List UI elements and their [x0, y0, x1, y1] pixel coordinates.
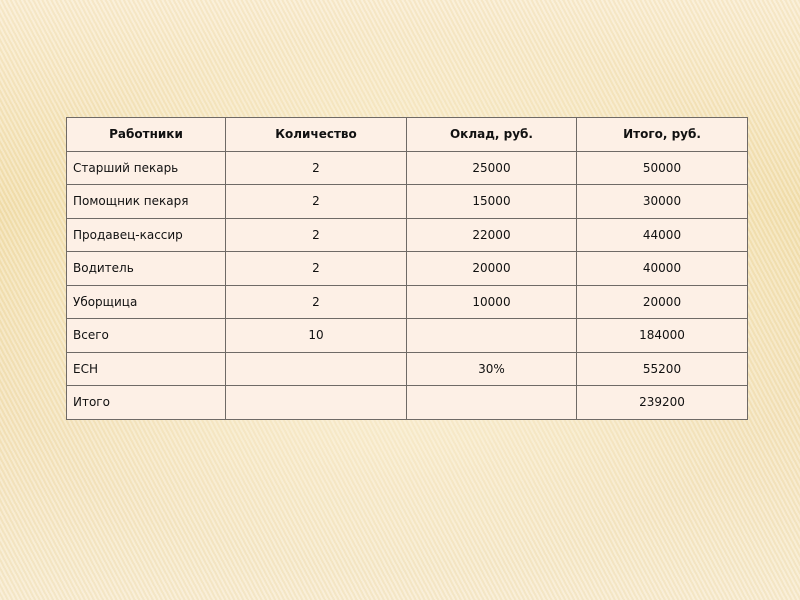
cell-quantity: 10	[226, 319, 407, 353]
cell-worker: Водитель	[67, 252, 226, 286]
cell-salary: 22000	[407, 218, 577, 252]
header-workers: Работники	[67, 118, 226, 152]
header-quantity: Количество	[226, 118, 407, 152]
cell-quantity	[226, 386, 407, 420]
cell-salary: 10000	[407, 285, 577, 319]
header-total: Итого, руб.	[577, 118, 748, 152]
cell-worker: Всего	[67, 319, 226, 353]
cell-salary	[407, 319, 577, 353]
cell-worker: Уборщица	[67, 285, 226, 319]
table-header-row	[67, 118, 748, 152]
cell-quantity: 2	[226, 252, 407, 286]
cell-worker: Помощник пекаря	[67, 185, 226, 219]
cell-total: 184000	[577, 319, 748, 353]
cell-salary: 30%	[407, 352, 577, 386]
cell-quantity	[226, 352, 407, 386]
cell-total: 40000	[577, 252, 748, 286]
cell-quantity: 2	[226, 151, 407, 185]
table-row	[67, 285, 748, 319]
cell-worker: Продавец-кассир	[67, 218, 226, 252]
cell-salary: 20000	[407, 252, 577, 286]
cell-total: 30000	[577, 185, 748, 219]
cell-total: 50000	[577, 151, 748, 185]
table-row	[67, 218, 748, 252]
cell-worker: Итого	[67, 386, 226, 420]
cell-quantity: 2	[226, 285, 407, 319]
table-row	[67, 185, 748, 219]
table-row	[67, 151, 748, 185]
cell-worker: Старший пекарь	[67, 151, 226, 185]
staff-salary-table	[66, 117, 748, 420]
table-row-grand-total	[67, 386, 748, 420]
cell-worker: ЕСН	[67, 352, 226, 386]
cell-salary: 25000	[407, 151, 577, 185]
cell-salary: 15000	[407, 185, 577, 219]
table-row	[67, 252, 748, 286]
cell-total: 44000	[577, 218, 748, 252]
cell-quantity: 2	[226, 218, 407, 252]
table-row-subtotal	[67, 319, 748, 353]
cell-total: 55200	[577, 352, 748, 386]
table-row-tax	[67, 352, 748, 386]
cell-total: 20000	[577, 285, 748, 319]
cell-salary	[407, 386, 577, 420]
header-salary: Оклад, руб.	[407, 118, 577, 152]
cell-quantity: 2	[226, 185, 407, 219]
cell-total: 239200	[577, 386, 748, 420]
